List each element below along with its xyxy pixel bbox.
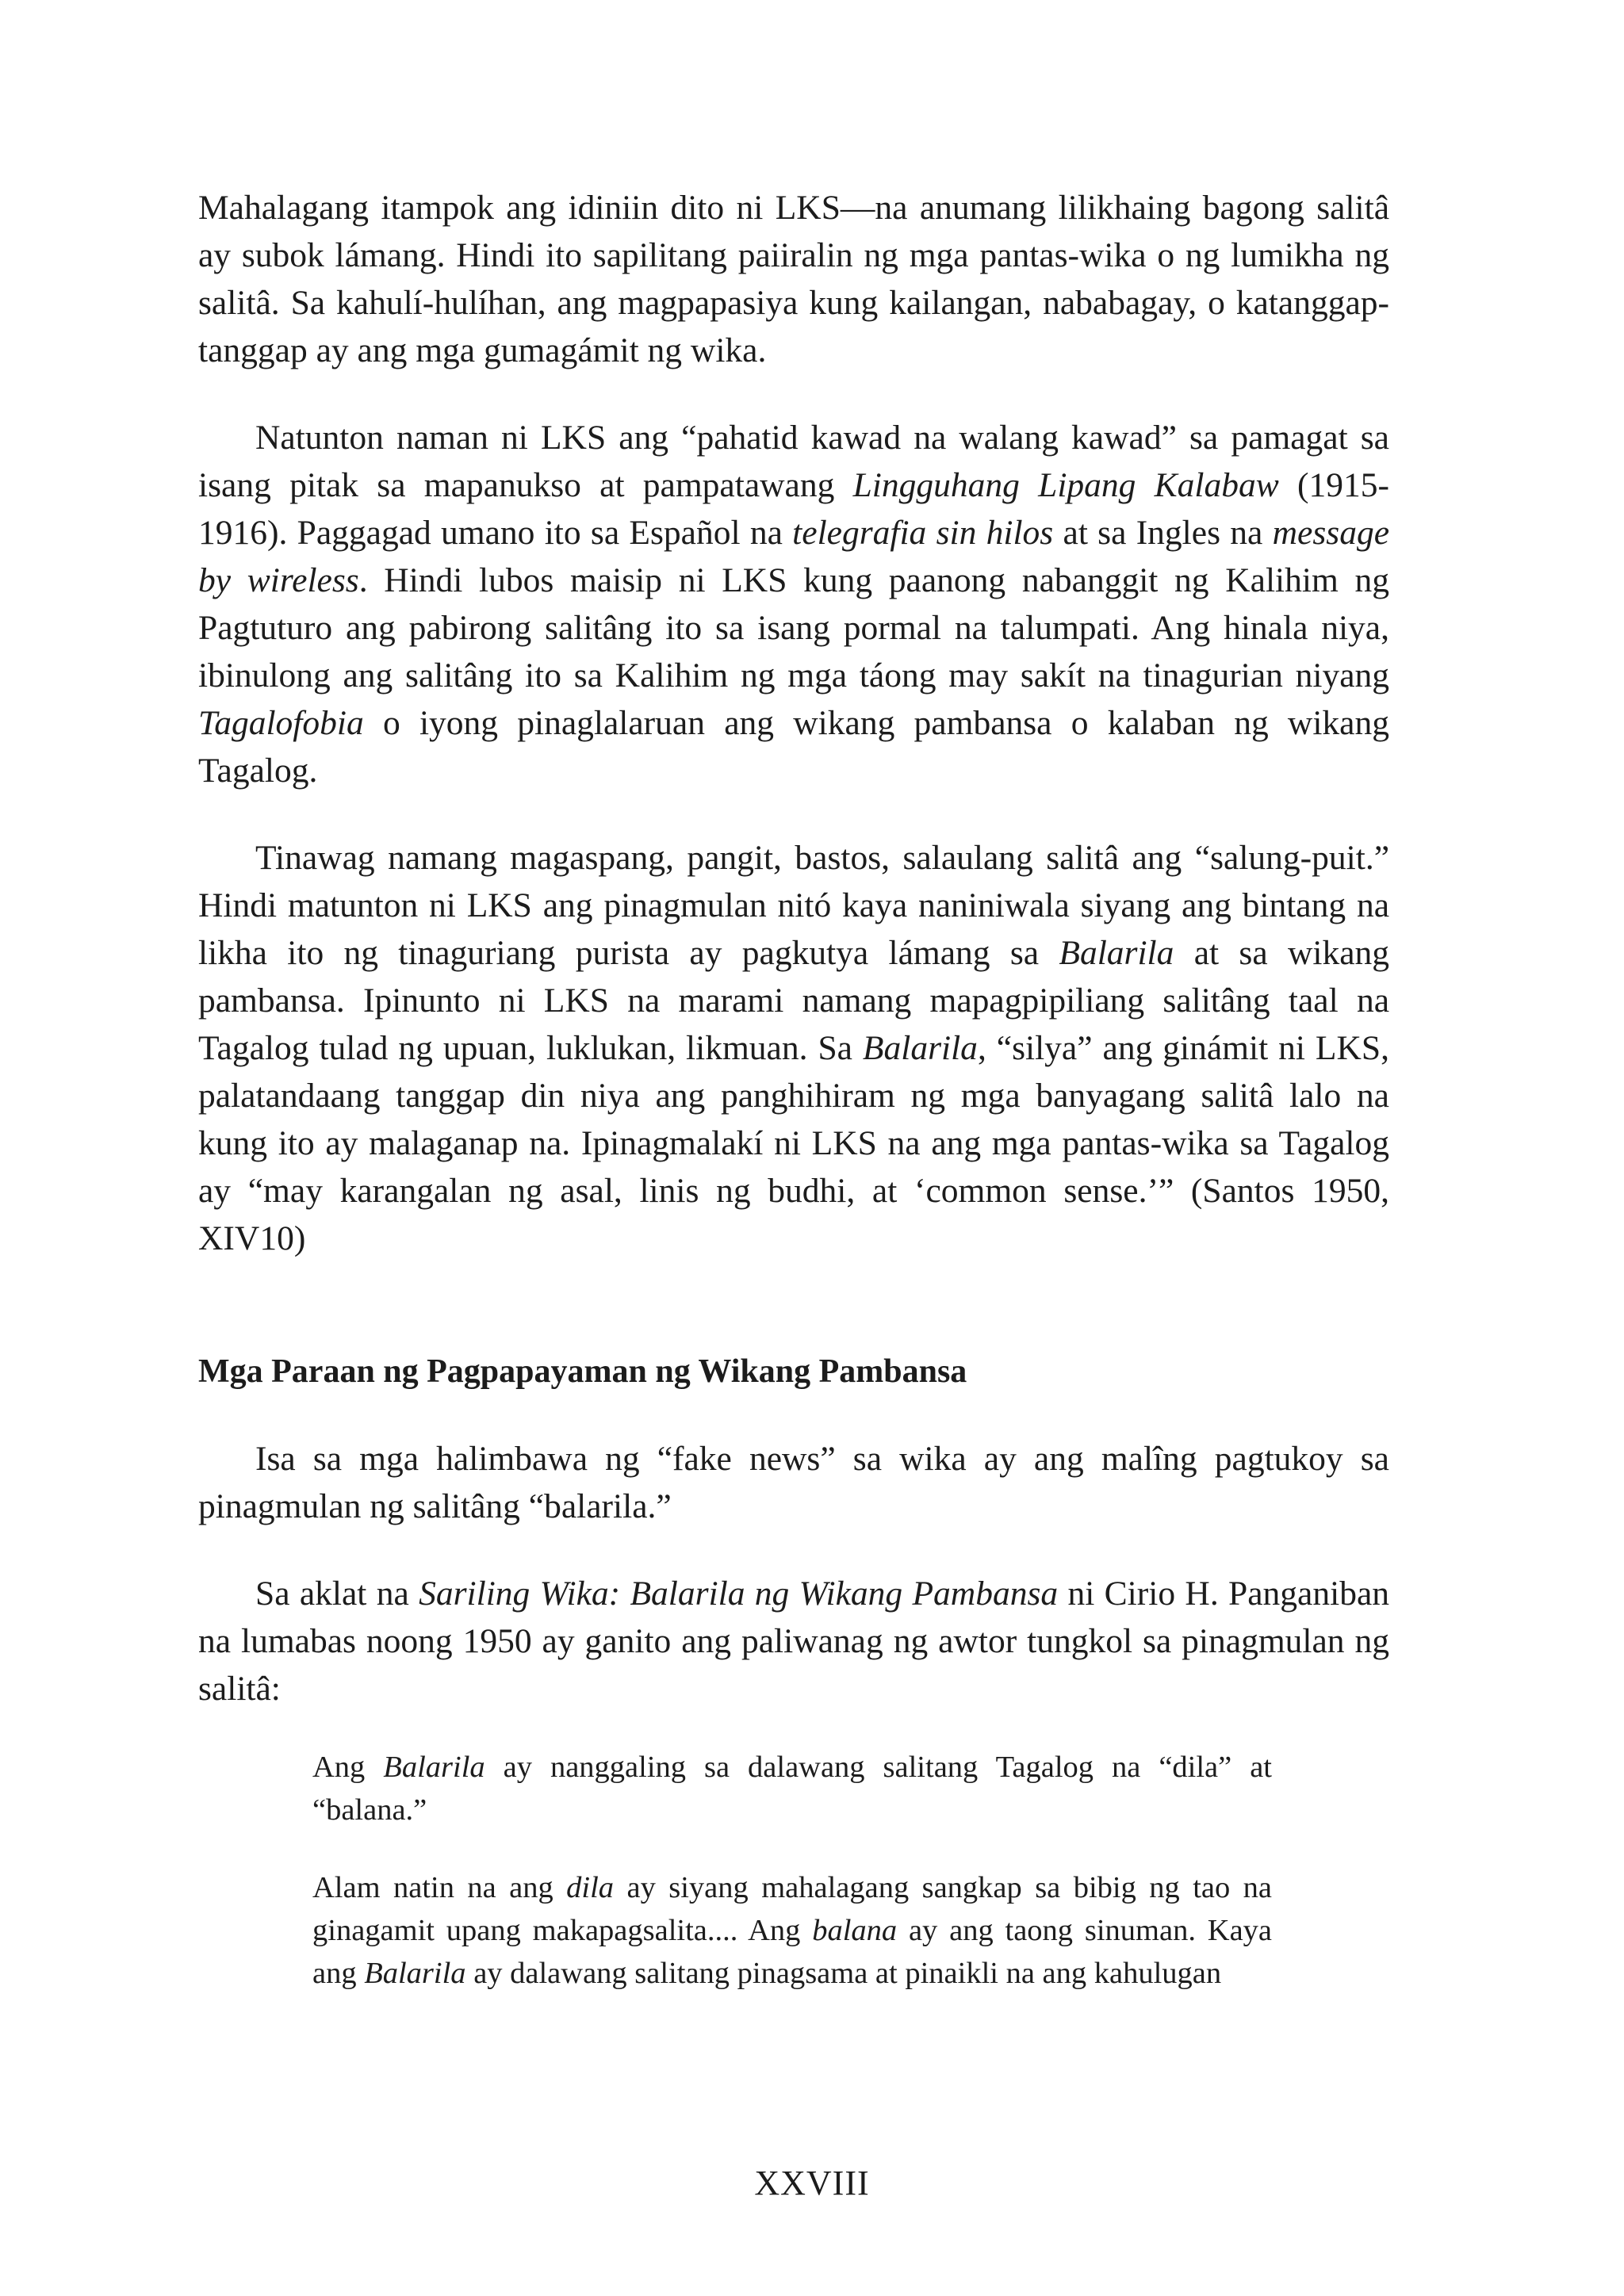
quote-paragraph-2 — [312, 1866, 1272, 1995]
page-number: XXVIII — [754, 2164, 870, 2202]
paragraph-5 — [198, 1570, 1389, 1712]
paragraph-2-italic-lingguhang: Lingguhang Lipang Kalabaw — [852, 466, 1279, 504]
paragraph-4-text: Isa sa mga halimbawa ng “fake news” sa wika ay ang malîng pagtukoy sa pinagmulan ng salitâng “balarila.” — [198, 1440, 1389, 1525]
quote-1-text-c: ay nanggaling sa dalawang salitang Tagalog na “dila” at “balana.” — [312, 1751, 1272, 1827]
section-heading: Mga Paraan ng Pagpapayaman ng Wikang Pambansa — [198, 1353, 967, 1390]
quote-2-italic-balana: balana — [812, 1914, 898, 1947]
quote-2-text-e: ay ang taong sinuman. Kaya ang — [312, 1914, 1272, 1990]
paragraph-5-text-a: Sa aklat na — [255, 1575, 419, 1613]
quote-2-text-c: ay siyang mahalagang sangkap sa bibig ng tao na ginagamit upang makapagsalita.... Ang — [312, 1871, 1272, 1947]
page-content — [198, 184, 1389, 2026]
paragraph-5-italic-book-title: Sariling Wika: Balarila ng Wikang Pambansa — [419, 1575, 1059, 1613]
paragraph-2-text-c: (1915-1916). Paggagad umano ito sa Español na — [198, 466, 1389, 552]
paragraph-2-text-e: at sa Ingles na — [1053, 514, 1273, 552]
paragraph-2 — [198, 414, 1389, 794]
quote-2-italic-dila: dila — [566, 1871, 615, 1904]
paragraph-4 — [198, 1435, 1389, 1530]
paragraph-1-text: Mahalagang itampok ang idiniin dito ni LKS—na anumang lilikhaing bagong salitâ ay subok lámang. Hindi ito sapilitang paiiralin ng mga pantas-wika o ng lumikha ng salitâ. Sa kahulí-hulíhan, ang magpapasiya kung kailangan, nababagay, o katanggap-tanggap ay ang mga gumagámit ng wika. — [198, 189, 1389, 369]
quote-2-text-g: ay dalawang salitang pinagsama at pinaikli na ang kahulugan — [465, 1957, 1222, 1990]
paragraph-3-italic-balarila-2: Balarila — [862, 1029, 978, 1067]
paragraph-3 — [198, 834, 1389, 1262]
quote-1-italic-balarila: Balarila — [383, 1751, 485, 1784]
paragraph-1 — [198, 184, 1389, 374]
paragraph-2-italic-message: message by wireless — [198, 514, 1390, 599]
paragraph-2-text-i: o iyong pinaglalaruan ang wikang pambansa o kalaban ng wikang Tagalog. — [198, 704, 1389, 790]
paragraph-3-italic-balarila-1: Balarila — [1059, 934, 1174, 972]
paragraph-2-italic-tagalofobia: Tagalofobia — [198, 704, 364, 742]
paragraph-3-text-e: , “silya” ang ginámit ni LKS, palatandaang tanggap din niya ang panghihiram ng mga banyagang salitâ lalo na kung ito ay malaganap na. Ipinagmalakí ni LKS na ang mga pantas-wika sa Tagalog ay “may karangalan ng asal, linis ng budhi, at ‘common sense.’” (Santos 1950, XIV10) — [198, 1029, 1389, 1257]
quote-2-italic-balarila: Balarila — [364, 1957, 466, 1990]
paragraph-2-text-g: . Hindi lubos maisip ni LKS kung paanong nabanggit ng Kalihim ng Pagtuturo ang pabirong salitâng ito sa isang pormal na talumpati. Ang hinala niya, ibinulong ang salitâng ito sa Kalihim ng mga táong may sakít na tinagurian niyang — [198, 561, 1389, 695]
paragraph-3-text-a: Tinawag namang magaspang, pangit, bastos, salaulang salitâ ang “salung-puit.” Hindi matunton ni LKS ang pinagmulan nitó kaya naniniwala siyang ang bintang na likha ito ng tinaguriang purista ay pagkutya lámang sa — [198, 839, 1389, 972]
quote-1-text-a: Ang — [312, 1751, 384, 1784]
block-quote — [198, 1746, 1389, 1995]
quote-2-text-a: Alam natin na ang — [312, 1871, 567, 1904]
paragraph-2-text-a: Natunton naman ni LKS ang “pahatid kawad na walang kawad” sa pamagat sa isang pitak sa mapanukso at pampatawang — [198, 419, 1389, 504]
paragraph-5-text-c: ni Cirio H. Panganiban na lumabas noong 1950 ay ganito ang paliwanag ng awtor tungkol sa pinagmulan ng salitâ: — [198, 1575, 1390, 1708]
paragraph-3-text-c: at sa wikang pambansa. Ipinunto ni LKS na marami namang mapagpipiliang salitâng taal na Tagalog tulad ng upuan, luklukan, likmuan. Sa — [198, 934, 1389, 1067]
paragraph-2-italic-telegrafia: telegrafia sin hilos — [792, 514, 1054, 552]
quote-paragraph-1 — [312, 1746, 1272, 1831]
